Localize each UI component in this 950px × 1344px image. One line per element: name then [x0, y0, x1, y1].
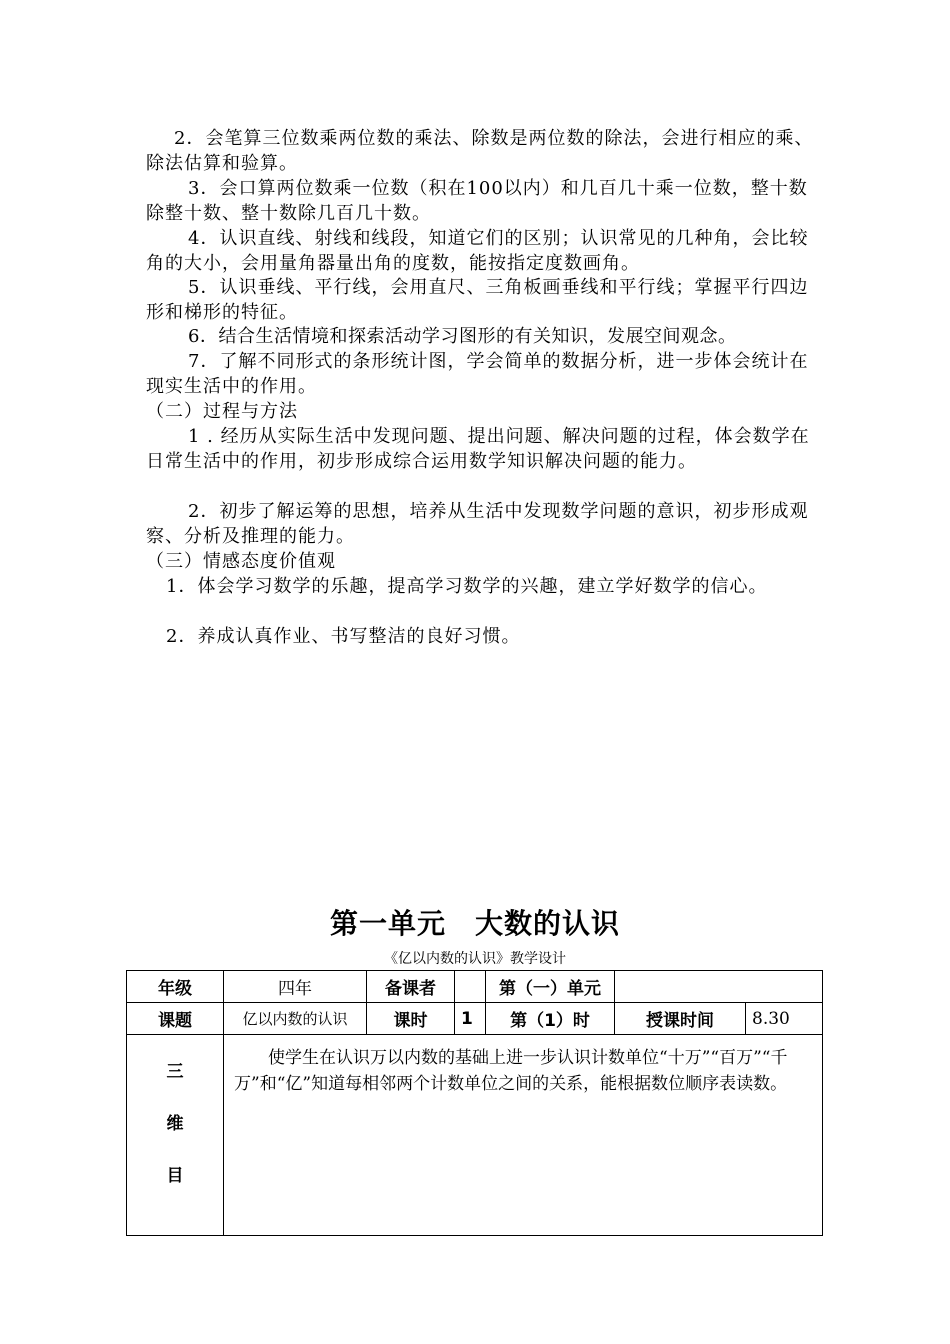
unit-title: 第一单元 大数的认识	[329, 907, 620, 940]
time-label: 授课时间	[615, 1003, 746, 1035]
lesson-number: 第（1）时	[486, 1003, 615, 1035]
time-value: 8.30	[746, 1003, 823, 1035]
grade-value: 四年	[224, 971, 367, 1003]
goals-text: 使学生在认识万以内数的基础上进一步认识计数单位“十万”“百万”“千万”和“亿”知道每相邻两个计数单位之间的关系，能根据数位顺序表读数。	[224, 1035, 823, 1236]
lesson-label: 课时	[367, 1003, 455, 1035]
goals-label-char: 目	[166, 1166, 184, 1186]
unit-label: 第（一）单元	[486, 971, 615, 1003]
goal-item-6: 6．结合生活情境和探索活动学习图形的有关知识，发展空间观念。	[188, 326, 737, 347]
process-heading: （二）过程与方法	[146, 401, 298, 422]
goals-label	[127, 1035, 224, 1236]
goal-item-4: 4．认识直线、射线和线段，知道它们的区别；认识常见的几种角，会比较角的大小，会用量角器量出角的度数，能按指定度数画角。	[146, 228, 809, 274]
attitude-item-1: 1．体会学习数学的乐趣，提高学习数学的兴趣，建立学好数学的信心。	[166, 576, 768, 597]
goal-item-7: 7．了解不同形式的条形统计图，学会简单的数据分析，进一步体会统计在现实生活中的作用。	[146, 351, 809, 397]
preparer-label: 备课者	[367, 971, 455, 1003]
topic-label: 课题	[127, 1003, 224, 1035]
lesson-plan-table	[126, 970, 823, 1236]
lesson-value: 1	[455, 1003, 486, 1035]
grade-label: 年级	[127, 971, 224, 1003]
table-row	[127, 1035, 823, 1236]
topic-value: 亿以内数的认识	[224, 1003, 367, 1035]
preparer-value	[455, 971, 486, 1003]
process-item-2: 2．初步了解运筹的思想，培养从生活中发现数学问题的意识，初步形成观察、分析及推理的能力。	[146, 501, 809, 547]
unit-value	[615, 971, 823, 1003]
goal-item-2: 2．会笔算三位数乘两位数的乘法、除数是两位数的除法，会进行相应的乘、除法估算和验算。	[146, 128, 814, 174]
table-row	[127, 1003, 823, 1035]
goal-item-5: 5．认识垂线、平行线，会用直尺、三角板画垂线和平行线；掌握平行四边形和梯形的特征。	[146, 277, 809, 323]
design-title: 《亿以内数的认识》教学设计	[384, 951, 566, 967]
process-item-1: 1 . 经历从实际生活中发现问题、提出问题、解决问题的过程，体会数学在日常生活中的作用，初步形成综合运用数学知识解决问题的能力。	[146, 426, 810, 472]
goals-label-char: 三	[166, 1062, 184, 1082]
attitude-item-2: 2．养成认真作业、书写整洁的良好习惯。	[166, 626, 521, 647]
attitude-heading: （三）情感态度价值观	[146, 551, 336, 572]
goal-item-3: 3．会口算两位数乘一位数（积在100以内）和几百几十乘一位数，整十数除整十数、整十数除几百几十数。	[146, 178, 808, 224]
goals-label-char: 维	[166, 1114, 184, 1134]
table-row	[127, 971, 823, 1003]
